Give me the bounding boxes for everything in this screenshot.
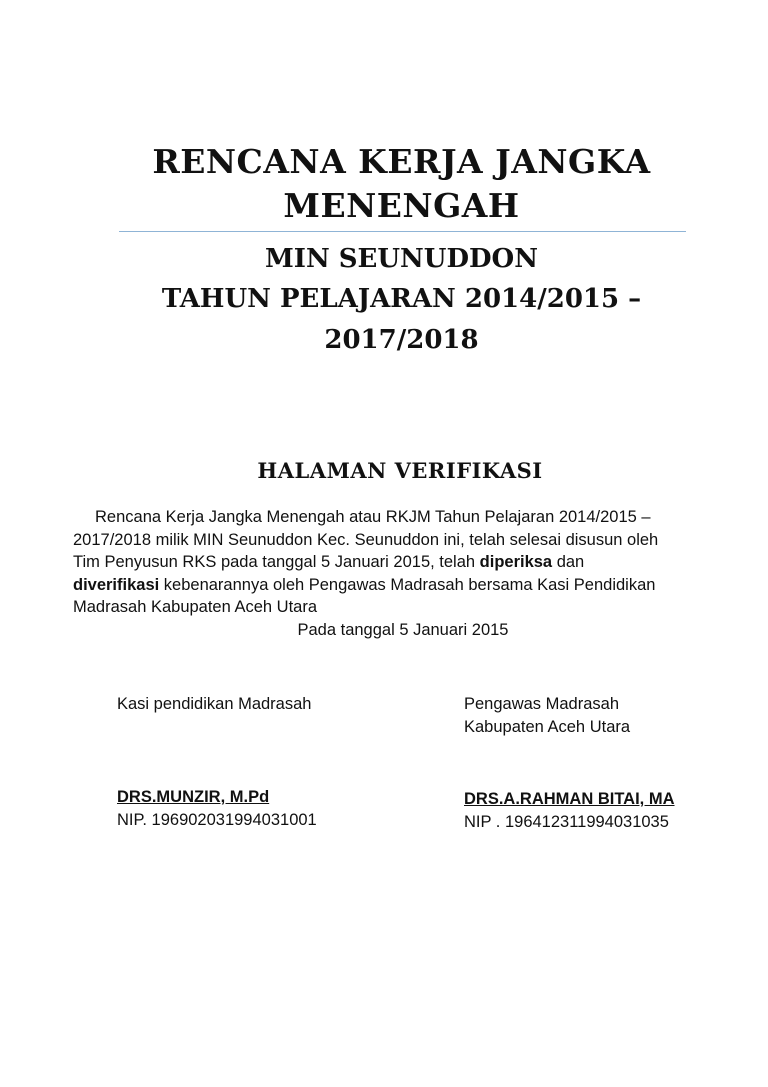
- title-divider: [119, 231, 686, 232]
- paragraph-line-1: Rencana Kerja Jangka Menengah atau RKJM Tahun Pelajaran 2014/2015 –: [95, 508, 651, 526]
- left-signatory: [117, 786, 317, 832]
- document-title: [100, 140, 703, 228]
- left-signatory-name: DRS.MUNZIR, M.Pd: [117, 788, 270, 806]
- left-signatory-nip: NIP. 196902031994031001: [117, 811, 317, 829]
- verification-date: Pada tanggal 5 Januari 2015: [297, 620, 509, 639]
- paragraph-line-3-text: Tim Penyusun RKS pada tanggal 5 Januari 2015, telah: [73, 553, 480, 571]
- academic-year-line-1: TAHUN PELAJARAN 2014/2015 –: [161, 284, 642, 314]
- paragraph-line-5: Madrasah Kabupaten Aceh Utara: [73, 598, 317, 616]
- title-line-1: RENCANA KERJA JANGKA: [152, 142, 651, 181]
- paragraph-bold-diperiksa: diperiksa: [479, 553, 553, 571]
- paragraph-line-2: 2017/2018 milik MIN Seunuddon Kec. Seunuddon ini, telah selesai disusun oleh: [73, 530, 659, 549]
- academic-year-line-2: 2017/2018: [324, 325, 479, 355]
- right-role-line-2: Kabupaten Aceh Utara: [464, 718, 631, 736]
- title-line-2: MENENGAH: [283, 186, 520, 225]
- academic-year: [100, 279, 703, 361]
- right-signatory-name: DRS.A.RAHMAN BITAI, MA: [464, 790, 675, 808]
- paragraph-line-4-text: kebenarannya oleh Pengawas Madrasah bersama Kasi Pendidikan: [159, 575, 656, 594]
- right-role-line-1: Pengawas Madrasah: [464, 695, 620, 713]
- paragraph-bold-diverifikasi: diverifikasi: [73, 575, 160, 594]
- right-signatory-role: [464, 693, 630, 739]
- verification-paragraph: [73, 506, 733, 641]
- verification-heading: HALAMAN VERIFIKASI: [257, 458, 543, 483]
- paragraph-line-3-end: dan: [552, 553, 585, 571]
- right-signatory: [464, 788, 675, 834]
- school-name: MIN SEUNUDDON: [265, 244, 538, 274]
- right-signatory-nip: NIP . 196412311994031035: [464, 813, 669, 831]
- paragraph-line-3: [73, 551, 733, 574]
- paragraph-line-4: [73, 574, 733, 597]
- left-role: Kasi pendidikan Madrasah: [117, 695, 312, 713]
- left-signatory-role: [117, 693, 311, 716]
